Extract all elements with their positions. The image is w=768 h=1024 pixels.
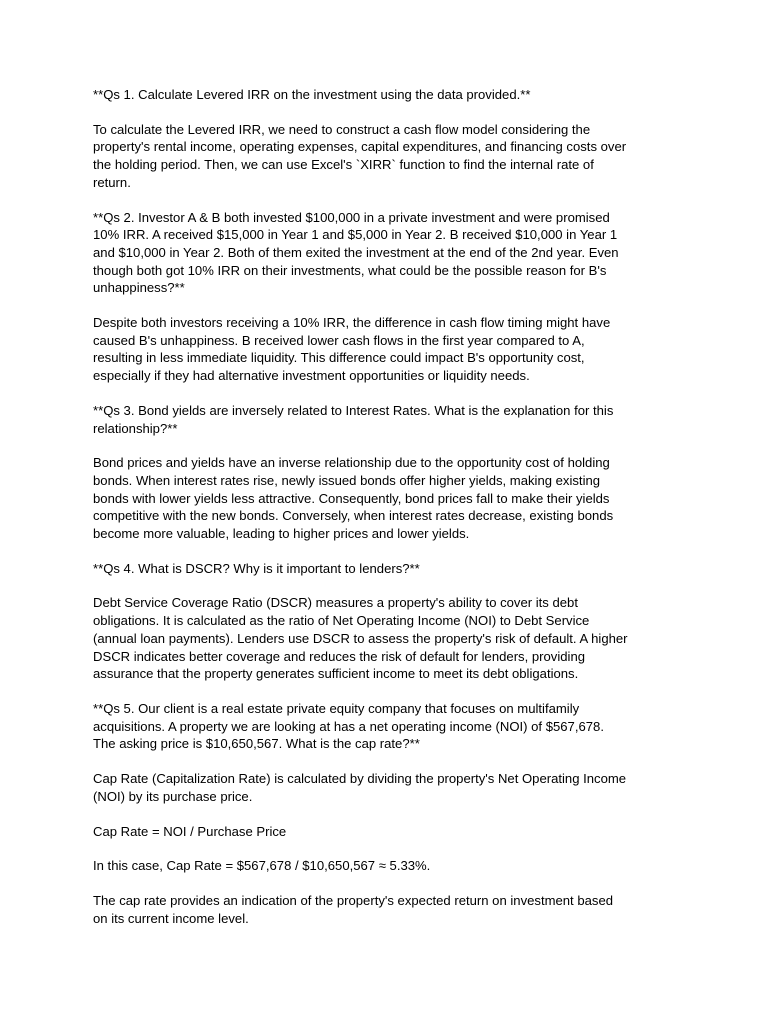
question-2-paragraph: [93, 209, 683, 298]
text-line: 10% IRR. A received $15,000 in Year 1 and $5,000 in Year 2. B received $10,000 in Year 1: [93, 227, 618, 243]
text-line: though both got 10% IRR on their investments, what could be the possible reason for B's: [93, 262, 607, 278]
text-line: The cap rate provides an indication of the property's expected return on investment based: [93, 892, 614, 908]
text-line: Despite both investors receiving a 10% IRR, the difference in cash flow timing might have: [93, 315, 611, 331]
text-line: bonds. When interest rates rise, newly issued bonds offer higher yields, making existing: [93, 472, 601, 488]
text-line: become more valuable, leading to higher prices and lower yields.: [93, 526, 470, 542]
text-line: assurance that the property generates sufficient income to meet its debt obligations.: [93, 666, 579, 682]
text-line: **Qs 2. Investor A & B both invested $100,000 in a private investment and were promised: [93, 209, 610, 225]
question-4-paragraph: [93, 560, 683, 578]
text-line: the holding period. Then, we can use Excel's `XIRR` function to find the internal rate of: [93, 157, 594, 173]
text-line: especially if they had alternative investment opportunities or liquidity needs.: [93, 368, 530, 384]
text-line: bonds with lower yields less attractive. Consequently, bond prices fall to make their yields: [93, 490, 610, 506]
text-line: The asking price is $10,650,567. What is the cap rate?**: [93, 736, 420, 752]
text-line: competitive with the new bonds. Conversely, when interest rates decrease, existing bonds: [93, 508, 614, 524]
answer-5-definition-paragraph: [93, 770, 683, 805]
question-3-paragraph: [93, 402, 683, 437]
answer-5-summary-paragraph: [93, 892, 683, 927]
text-line: and $10,000 in Year 2. Both of them exited the investment at the end of the 2nd year. Even: [93, 244, 619, 260]
text-line: In this case, Cap Rate = $567,678 / $10,650,567 ≈ 5.33%.: [93, 858, 431, 874]
text-line: **Qs 5. Our client is a real estate private equity company that focuses on multifamily: [93, 700, 580, 716]
answer-3-paragraph: [93, 454, 683, 543]
answer-5-calculation-paragraph: [93, 857, 683, 875]
text-line: resulting in less immediate liquidity. This difference could impact B's opportunity cost,: [93, 350, 585, 366]
document-page: [93, 86, 683, 944]
text-line: To calculate the Levered IRR, we need to construct a cash flow model considering the: [93, 121, 591, 137]
text-line: **Qs 4. What is DSCR? Why is it important to lenders?**: [93, 560, 420, 576]
text-line: Cap Rate = NOI / Purchase Price: [93, 823, 287, 839]
text-line: (annual loan payments). Lenders use DSCR to assess the property's risk of default. A higher: [93, 630, 628, 646]
text-line: caused B's unhappiness. B received lower cash flows in the first year compared to A,: [93, 332, 585, 348]
text-line: property's rental income, operating expenses, capital expenditures, and financing costs over: [93, 139, 627, 155]
text-line: unhappiness?**: [93, 280, 185, 296]
question-1-paragraph: [93, 86, 683, 104]
answer-1-paragraph: [93, 121, 683, 192]
text-line: relationship?**: [93, 420, 178, 436]
text-line: Debt Service Coverage Ratio (DSCR) measures a property's ability to cover its debt: [93, 595, 578, 611]
answer-4-paragraph: [93, 594, 683, 683]
text-line: acquisitions. A property we are looking at has a net operating income (NOI) of $567,678.: [93, 718, 604, 734]
question-5-paragraph: [93, 700, 683, 753]
text-line: Cap Rate (Capitalization Rate) is calculated by dividing the property's Net Operating Income: [93, 771, 627, 787]
text-line: obligations. It is calculated as the ratio of Net Operating Income (NOI) to Debt Service: [93, 613, 590, 629]
text-line: **Qs 3. Bond yields are inversely related to Interest Rates. What is the explanation for this: [93, 402, 614, 418]
answer-5-formula-paragraph: [93, 823, 683, 841]
answer-2-paragraph: [93, 314, 683, 385]
text-line: return.: [93, 174, 131, 190]
text-line: (NOI) by its purchase price.: [93, 788, 253, 804]
text-line: on its current income level.: [93, 910, 249, 926]
text-line: Bond prices and yields have an inverse relationship due to the opportunity cost of holding: [93, 455, 610, 471]
text-line: **Qs 1. Calculate Levered IRR on the investment using the data provided.**: [93, 87, 531, 102]
text-line: DSCR indicates better coverage and reduces the risk of default for lenders, providing: [93, 648, 586, 664]
